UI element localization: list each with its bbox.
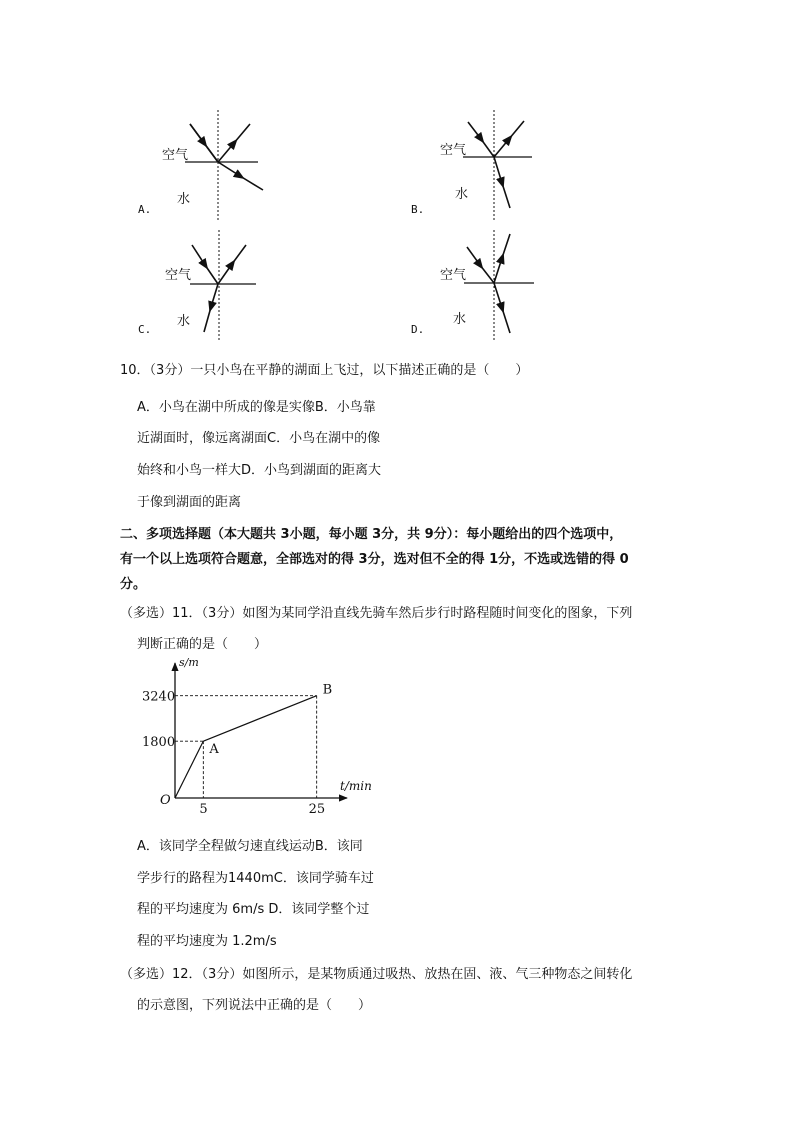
x-tick-label-25: 25 <box>308 802 326 817</box>
q11-line-4: 程的平均速度为 1.2m/s <box>137 934 277 949</box>
distance-time-chart <box>142 656 372 820</box>
option-a-label: A. <box>138 203 152 216</box>
q11-line-1: A．该同学全程做匀速直线运动B．该同 <box>137 839 363 854</box>
origin-label: O <box>160 793 171 808</box>
point-label-A: A <box>209 742 219 758</box>
x-tick-label-5: 5 <box>199 802 208 817</box>
section2-line-3: 分。 <box>120 577 147 592</box>
y-tick-label-1800: 1800 <box>142 735 176 751</box>
water-label-b: 水 <box>455 187 469 202</box>
water-label-a: 水 <box>177 192 191 207</box>
q12-stem-1: （多选）12．（3分）如图所示，是某物质通过吸热、放热在固、液、气三种物态之间转化 <box>120 967 633 982</box>
y-axis-label: s/m <box>179 656 199 669</box>
q10-line-3: 始终和小鸟一样大D．小鸟到湖面的距离大 <box>137 463 382 478</box>
q10-line-2: 近湖面时，像远离湖面C．小鸟在湖中的像 <box>137 431 381 446</box>
option-b-label: B. <box>411 203 425 216</box>
diagram-b <box>438 110 558 220</box>
point-label-B: B <box>322 682 333 698</box>
option-c-label: C. <box>138 323 152 336</box>
air-label-d: 空气 <box>440 268 467 283</box>
air-label-a: 空气 <box>162 148 189 163</box>
q12-stem-2: 的示意图，下列说法中正确的是（ ） <box>137 998 372 1013</box>
section2-line-1: 二、多项选择题（本大题共 3小题，每小题 3分，共 9分）：每小题给出的四个选项中， <box>120 527 623 542</box>
y-tick-label-3240: 3240 <box>142 689 176 705</box>
q10-line-1: A．小鸟在湖中所成的像是实像B．小鸟靠 <box>137 400 376 415</box>
q11-stem-2: 判断正确的是（ ） <box>137 637 268 652</box>
water-label-c: 水 <box>177 314 191 329</box>
q11-line-2: 学步行的路程为1440mC．该同学骑车过 <box>137 871 374 886</box>
q10-stem: 10．（3分）一只小鸟在平静的湖面上飞过，以下描述正确的是（ ） <box>120 363 529 378</box>
section2-line-2: 有一个以上选项符合题意，全部选对的得 3分，选对但不全的得 1分，不选或选错的得 0 <box>120 552 629 567</box>
water-label-d: 水 <box>453 312 467 327</box>
series-segment-0 <box>175 741 203 798</box>
air-label-c: 空气 <box>165 268 192 283</box>
q10-line-4: 于像到湖面的距离 <box>137 495 242 510</box>
option-d-label: D. <box>411 323 425 336</box>
q11-line-3: 程的平均速度为 6m/s D．该同学整个过 <box>137 902 370 917</box>
air-label-b: 空气 <box>440 143 467 158</box>
series-segment-1 <box>203 696 316 741</box>
x-axis-label: t/min <box>340 779 372 793</box>
q11-stem-1: （多选）11．（3分）如图为某同学沿直线先骑车然后步行时路程随时间变化的图象，下列 <box>120 606 633 621</box>
